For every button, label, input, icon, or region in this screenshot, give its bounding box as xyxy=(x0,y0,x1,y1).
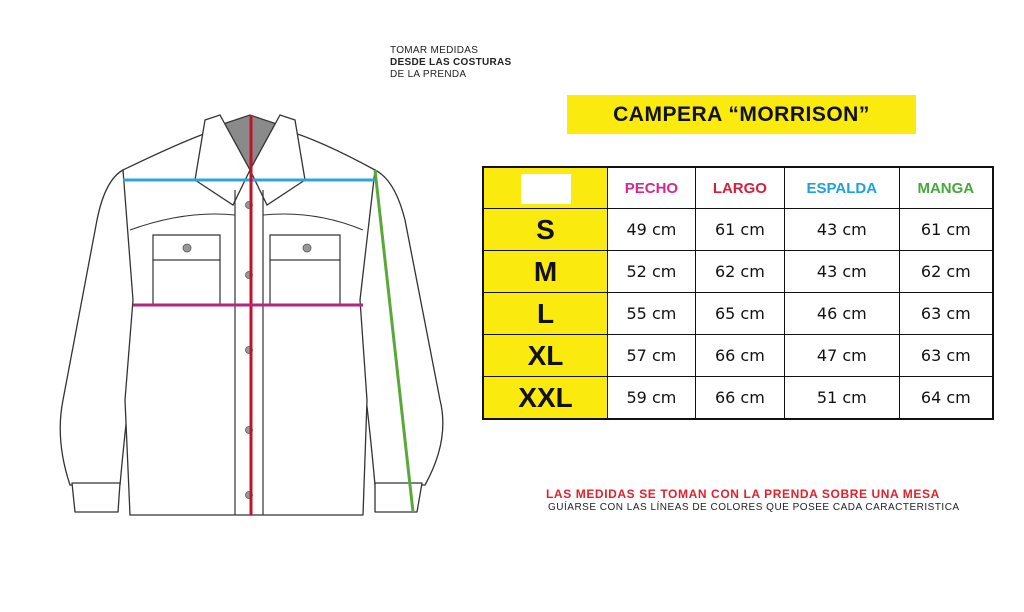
measurement-note-red: LAS MEDIDAS SE TOMAN CON LA PRENDA SOBRE UNA MESA xyxy=(546,487,940,501)
left-pocket xyxy=(153,260,220,305)
right-pocket xyxy=(270,260,340,305)
table-cell: 63 cm xyxy=(899,335,993,377)
table-row xyxy=(483,293,993,335)
table-cell: 47 cm xyxy=(784,335,899,377)
table-cell: 62 cm xyxy=(695,251,784,293)
table-cell: 57 cm xyxy=(608,335,696,377)
table-row xyxy=(483,251,993,293)
table-cell: 43 cm xyxy=(784,209,899,251)
table-cell: 49 cm xyxy=(608,209,696,251)
table-cell: 65 cm xyxy=(695,293,784,335)
table-cell: 46 cm xyxy=(784,293,899,335)
left-cuff xyxy=(72,483,120,512)
instruction-line-3: DE LA PRENDA xyxy=(390,69,467,80)
header-pecho: PECHO xyxy=(608,167,696,209)
title-banner xyxy=(567,95,916,134)
header-manga: MANGA xyxy=(899,167,993,209)
table-cell: 64 cm xyxy=(899,377,993,420)
corner-cell xyxy=(483,167,608,209)
table-cell: 55 cm xyxy=(608,293,696,335)
table-cell: 66 cm xyxy=(695,335,784,377)
header-espalda: ESPALDA xyxy=(784,167,899,209)
table-cell: 61 cm xyxy=(695,209,784,251)
table-cell: 43 cm xyxy=(784,251,899,293)
size-table xyxy=(482,166,994,420)
table-cell: 59 cm xyxy=(608,377,696,420)
table-cell: 52 cm xyxy=(608,251,696,293)
size-label: S xyxy=(483,209,608,251)
table-cell: 66 cm xyxy=(695,377,784,420)
measurement-note-black: GUÍARSE CON LAS LÍNEAS DE COLORES QUE POSEE CADA CARACTERISTICA xyxy=(548,502,960,513)
measurement-instructions xyxy=(390,45,512,81)
header-largo: LARGO xyxy=(695,167,784,209)
product-title: CAMPERA “MORRISON” xyxy=(613,102,870,126)
table-cell: 61 cm xyxy=(899,209,993,251)
table-row xyxy=(483,209,993,251)
table-header-row xyxy=(483,167,993,209)
jacket-body xyxy=(123,130,375,515)
table-cell: 62 cm xyxy=(899,251,993,293)
instruction-line-2: DESDE LAS COSTURAS xyxy=(390,57,512,68)
size-label: XL xyxy=(483,335,608,377)
table-row xyxy=(483,377,993,420)
size-label: M xyxy=(483,251,608,293)
table-row xyxy=(483,335,993,377)
size-label: L xyxy=(483,293,608,335)
instruction-line-1: TOMAR MEDIDAS xyxy=(390,45,479,56)
right-cuff xyxy=(375,483,422,512)
table-cell: 63 cm xyxy=(899,293,993,335)
size-label: XXL xyxy=(483,377,608,420)
jacket-illustration xyxy=(45,100,465,520)
table-cell: 51 cm xyxy=(784,377,899,420)
